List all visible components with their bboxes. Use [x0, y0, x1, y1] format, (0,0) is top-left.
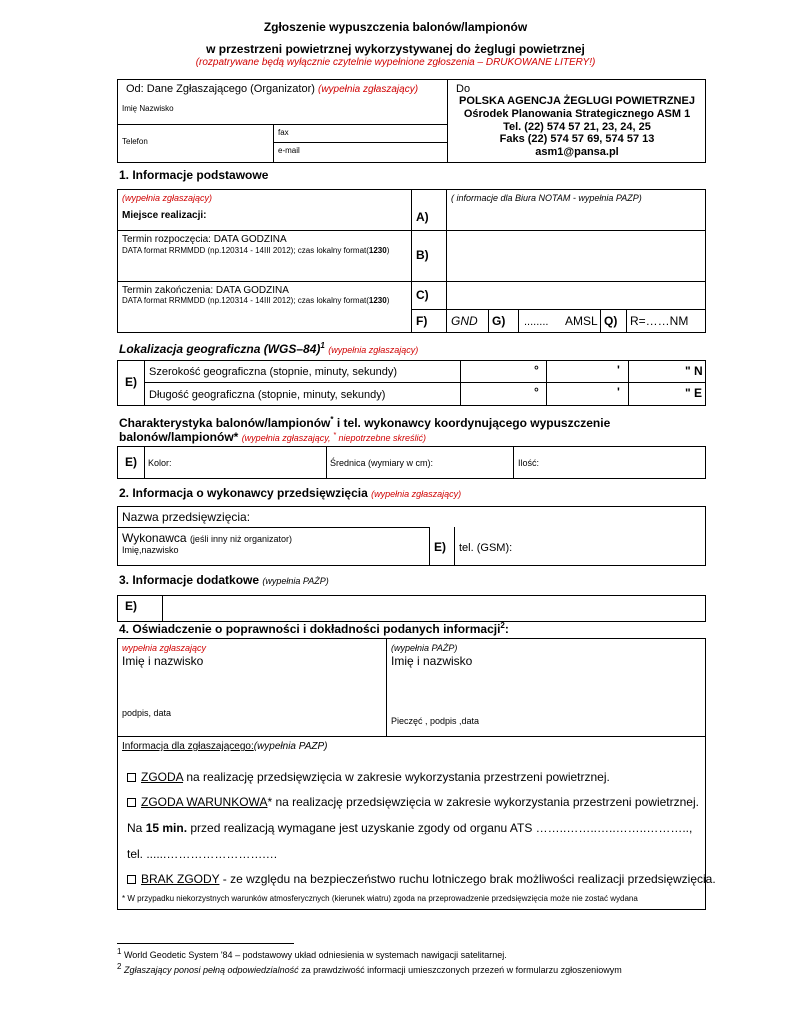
weather-note: * W przypadku niekorzystnych warunków atmosferycznych (kierunek wiatru) zgoda na przeprowadzenie przedsięwzięcia może nie zostać wydana [122, 894, 638, 903]
conditional-checkbox[interactable] [127, 798, 136, 807]
applicant-info-label: Informacja dla zgłaszającego:(wypełnia PAZP) [122, 741, 328, 752]
recipient-unit: Ośrodek Planowania Strategicznego ASM 1 [463, 108, 691, 120]
title-line-1: Zgłoszenie wypuszczenia balonów/lampionów [263, 20, 528, 34]
section2-code: E) [434, 540, 446, 554]
deny-checkbox[interactable] [127, 875, 136, 884]
declaration-right-note: (wypełnia PAŻP) [391, 643, 458, 653]
color-label[interactable]: Kolor: [148, 458, 172, 468]
sender-label: Od: Dane Zgłaszającego (Organizator) (wypełnia zgłaszający) [126, 83, 419, 95]
code-q: Q) [604, 314, 618, 328]
section3-box[interactable] [117, 595, 706, 622]
declaration-right-sign[interactable]: Pieczęć , podpis ,data [391, 716, 480, 726]
footnote-2: $^2$ Zgłaszający ponosi pełną odpowiedzialność za prawdziwość informacji umieszczonych przezeń w formularzu zgłoszeniowym [117, 962, 622, 975]
code-g: G) [492, 314, 506, 328]
option-agree[interactable]: ZGODA na realizację przedsięwzięcia w zakresie wykorzystania przestrzeni powietrznej. [127, 771, 610, 785]
declaration-left-sign[interactable]: podpis, data [122, 708, 172, 718]
section4-heading: 4. Oświadczenie o poprawności i dokładności podanych informacji$^2$: [119, 621, 509, 636]
longitude-label: Długość geograficzna (stopnie, minuty, sekundy) [149, 389, 386, 401]
agree-checkbox[interactable] [127, 773, 136, 782]
lon-min: ' [617, 385, 620, 399]
sender-name-label[interactable]: Imię Nazwisko [122, 104, 174, 113]
latitude-label: Szerokość geograficzna (stopnie, minuty, sekundy) [149, 366, 398, 378]
ats-line: Na 15 min. przed realizacją wymagane jest uzyskanie zgody od organu ATS ……..……..…..……..……….., [127, 821, 693, 835]
recipient-email: asm1@pansa.pl [535, 146, 619, 158]
gnd-value: GND [451, 314, 478, 328]
location-heading: Lokalizacja geograficzna $(WGS-84)^1$ (wypełnia zgłaszający) [119, 341, 419, 356]
sender-fax-label[interactable]: fax [278, 128, 289, 137]
start-label: Termin rozpoczęcia: DATA GODZINA [122, 234, 287, 245]
project-name-label[interactable]: Nazwa przedsięwzięcia: [122, 510, 251, 524]
code-f: F) [416, 314, 428, 328]
balloons-heading-2: balonów/lampionów* (wypełnia zgłaszający, * niepotrzebne skreślić) [119, 430, 427, 444]
section3-code: E) [125, 599, 137, 613]
radius-value[interactable]: R=……NM [630, 314, 689, 328]
end-format: DATA format RRMMDD (np.120314 - 14III 2012); czas lokalny format(1230) [122, 296, 390, 305]
code-c: C) [416, 288, 429, 302]
contractor-name-label[interactable]: Imię,nazwisko [122, 545, 179, 555]
ats-tel-line[interactable]: tel. ......…………………….… [127, 847, 278, 861]
gsm-label[interactable]: tel. (GSM): [459, 542, 513, 554]
quantity-label[interactable]: Ilość: [518, 458, 540, 468]
recipient-tel: Tel. (22) 574 57 21, 23, 24, 25 [503, 121, 651, 133]
location-code: E) [125, 375, 137, 389]
option-deny[interactable]: BRAK ZGODY - ze względu na bezpieczeństwo ruchu lotniczego brak możliwości realizacji przedsięwzięcia. [127, 873, 716, 887]
start-format: DATA format RRMMDD (np.120314 - 14III 2012); czas lokalny format(1230) [122, 246, 390, 255]
title-line-2: w przestrzeni powietrznej wykorzystywanej do żeglugi powietrznej [206, 42, 585, 56]
sender-phone-label[interactable]: Telefon [122, 137, 148, 146]
recipient-fax: Faks (22) 574 57 69, 574 57 13 [499, 133, 655, 145]
title-note: (rozpatrywane będą wyłącznie czytelnie wypełnione zgłoszenia – DRUKOWANE LITERY!) [195, 57, 596, 68]
lon-sec-e: " E [685, 386, 703, 400]
section1-heading: 1. Informacje podstawowe [119, 168, 269, 182]
recipient-to: Do [456, 83, 471, 95]
section1-right-note: ( informacje dla Biura NOTAM - wypełnia PAZP) [451, 193, 642, 203]
lat-sec-n: " N [685, 364, 703, 378]
sender-email-label[interactable]: e-mail [278, 146, 300, 155]
section3-heading: 3. Informacje dodatkowe (wypełnia PAŻP) [119, 573, 329, 587]
section1-left-note: (wypełnia zgłaszający) [122, 193, 213, 203]
lat-min: ' [617, 363, 620, 377]
altitude-dots[interactable]: ........ [524, 316, 549, 328]
lat-deg: ° [534, 363, 539, 377]
option-conditional[interactable]: ZGODA WARUNKOWA* na realizację przedsięwzięcia w zakresie wykorzystania przestrzeni powietrznej. [127, 796, 699, 810]
end-label: Termin zakończenia: DATA GODZINA [122, 285, 289, 296]
footnote-separator [117, 943, 294, 944]
amsl-label: AMSL [565, 314, 598, 328]
place-label: Miejsce realizacji: [122, 210, 207, 221]
diameter-label[interactable]: Średnica (wymiary w cm): [330, 458, 434, 468]
contractor-label: Wykonawca (jeśli inny niż organizator) [122, 531, 292, 545]
lon-deg: ° [534, 385, 539, 399]
recipient-org: POLSKA AGENCJA ŻEGLUGI POWIETRZNEJ [459, 95, 695, 107]
balloons-code: E) [125, 455, 137, 469]
code-b: B) [416, 248, 429, 262]
declaration-left-note: wypełnia zgłaszający [122, 643, 207, 653]
balloons-heading: Charakterystyka balonów/lampionów* i tel. wykonawcy koordynującego wypuszczenie [119, 415, 611, 430]
declaration-right-name[interactable]: Imię i nazwisko [391, 654, 473, 668]
section2-heading: 2. Informacja o wykonawcy przedsięwzięcia (wypełnia zgłaszający) [119, 486, 462, 500]
code-a: A) [416, 210, 429, 224]
declaration-left-name[interactable]: Imię i nazwisko [122, 654, 204, 668]
footnote-1: $^1$ World Geodetic System '84 – podstawowy układ odniesienia w systemach nawigacji satelitarnej. [117, 947, 507, 960]
